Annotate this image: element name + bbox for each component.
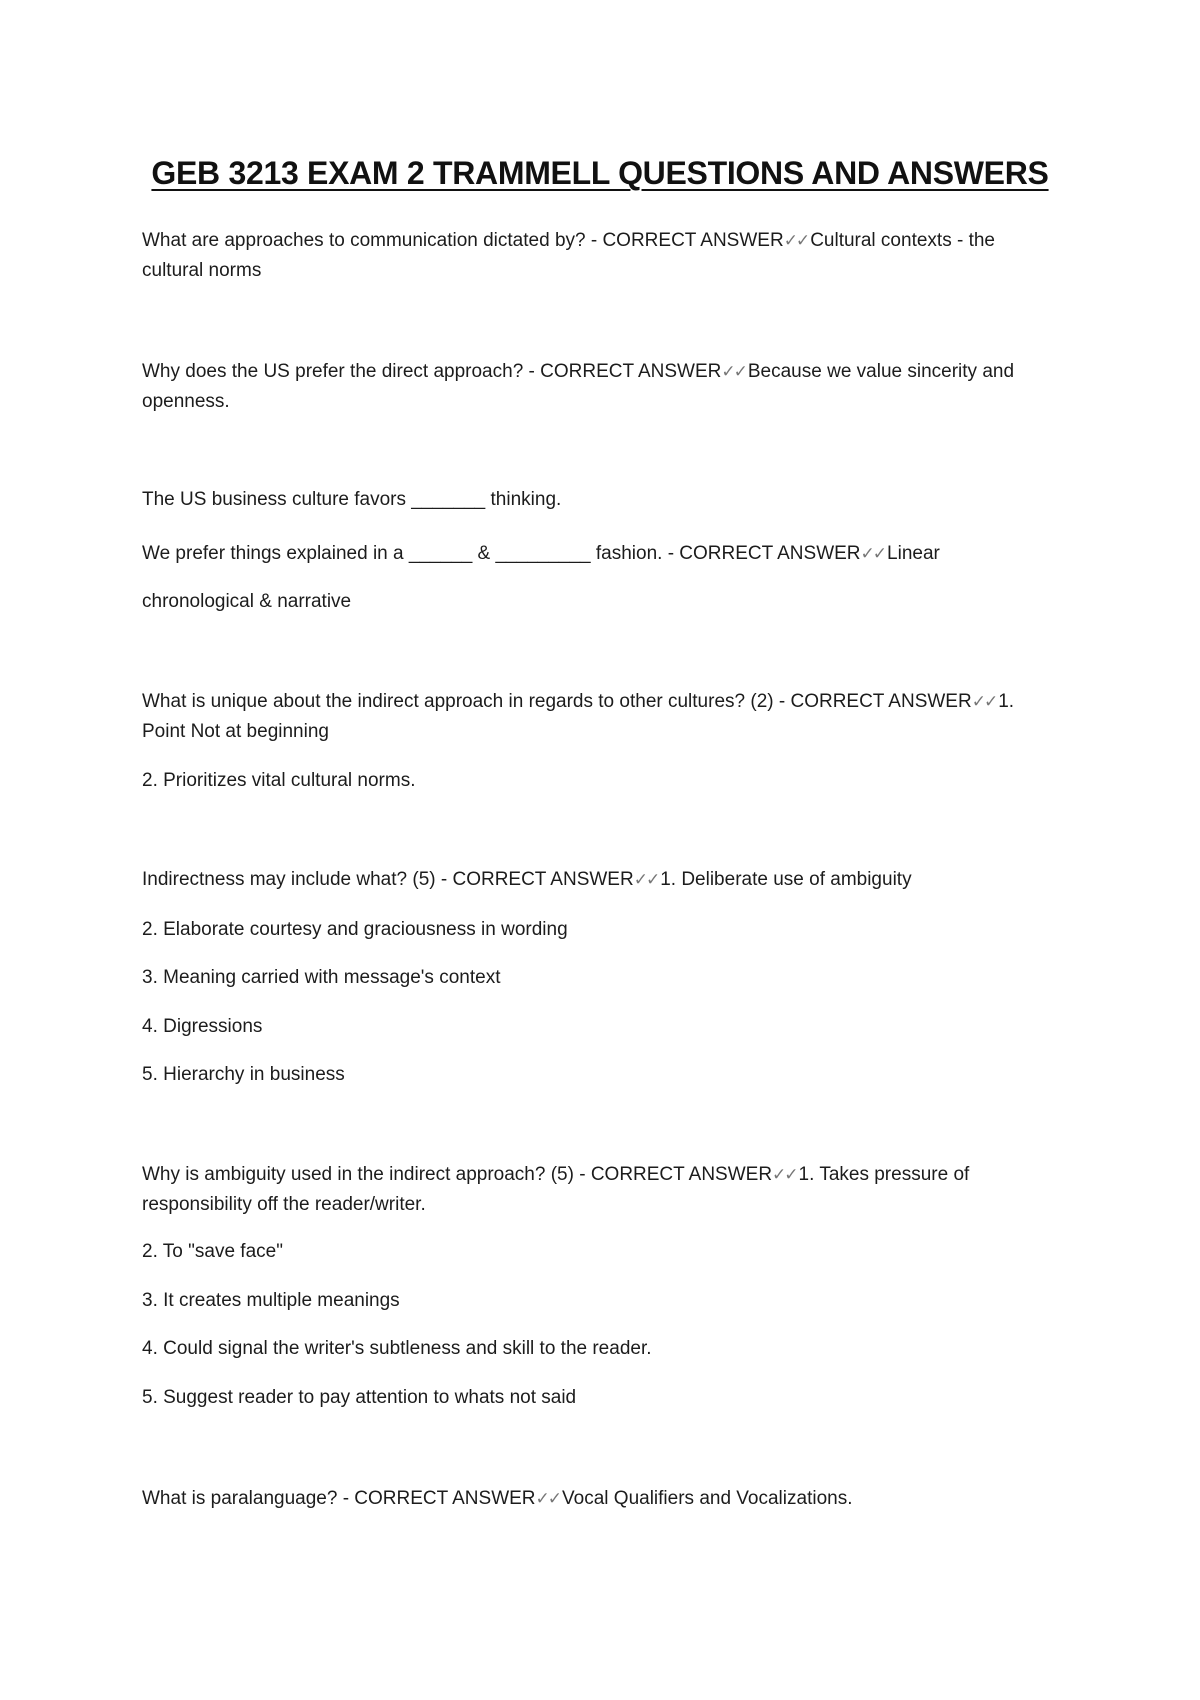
question-text: What is paralanguage? - CORRECT ANSWER (142, 1488, 536, 1509)
answer-line (142, 1383, 1062, 1413)
answer-text: 4. Could signal the writer's subtleness and skill to the reader. (142, 1338, 652, 1359)
checkmark-icon: ✓✓ (633, 870, 659, 889)
answer-line (142, 1190, 1062, 1220)
answer-text: responsibility off the reader/writer. (142, 1194, 426, 1215)
answer-line (142, 915, 1062, 945)
checkmark-icon: ✓✓ (721, 362, 746, 381)
answer-text: cultural norms (142, 260, 262, 281)
answer-text: 1. Deliberate use of ambiguity (660, 869, 912, 890)
answer-text: 4. Digressions (142, 1016, 263, 1037)
answer-text: 2. Elaborate courtesy and graciousness in wording (142, 919, 568, 940)
answer-line (142, 766, 1062, 796)
answer-text: openness. (142, 391, 230, 412)
checkmark-icon: ✓✓ (783, 231, 809, 250)
question-text: What is unique about the indirect approach in regards to other cultures? (2) - CORRECT ANSWER (142, 691, 972, 712)
answer-line (142, 1012, 1062, 1042)
question-text: Why is ambiguity used in the indirect approach? (5) - CORRECT ANSWER (142, 1164, 773, 1185)
question-line (142, 357, 1062, 387)
question-line (142, 687, 1062, 717)
answer-text: 1. Takes pressure of (798, 1164, 970, 1185)
answer-line (142, 387, 1062, 417)
answer-text: 2. To "save face" (142, 1241, 283, 1262)
answer-text: Linear (887, 543, 940, 564)
checkmark-icon: ✓✓ (535, 1489, 561, 1508)
answer-line (142, 717, 1062, 747)
question-text: What are approaches to communication dictated by? - CORRECT ANSWER (142, 230, 784, 251)
question-text: Why does the US prefer the direct approach? - CORRECT ANSWER (142, 361, 722, 382)
question-line (142, 226, 1062, 256)
answer-text: 3. It creates multiple meanings (142, 1290, 400, 1311)
answer-line (142, 1237, 1062, 1267)
answer-text: 1. (998, 691, 1015, 712)
answer-text: Point Not at beginning (142, 721, 329, 742)
checkmark-icon: ✓✓ (860, 544, 886, 563)
answer-line (142, 587, 1062, 617)
answer-text: 5. Suggest reader to pay attention to whats not said (142, 1387, 577, 1408)
checkmark-icon: ✓✓ (772, 1165, 797, 1184)
question-line (142, 485, 1062, 515)
answer-line (142, 1334, 1062, 1364)
answer-text: chronological & narrative (142, 591, 352, 612)
question-text: The US business culture favors _______ thinking. (142, 489, 562, 510)
question-line (142, 865, 1062, 895)
answer-text: Vocal Qualifiers and Vocalizations. (562, 1488, 853, 1509)
answer-text: Cultural contexts - the (810, 230, 995, 251)
question-text: Indirectness may include what? (5) - CORRECT ANSWER (142, 869, 634, 890)
answer-text: Because we value sincerity and (747, 361, 1015, 382)
document-title (0, 155, 1200, 192)
question-text: We prefer things explained in a ______ & _________ fashion. - CORRECT ANSWER (142, 543, 861, 564)
answer-text: 2. Prioritizes vital cultural norms. (142, 770, 416, 791)
answer-line (142, 963, 1062, 993)
answer-text: 3. Meaning carried with message's context (142, 967, 501, 988)
answer-line (142, 256, 1062, 286)
document-title-text: GEB 3213 EXAM 2 TRAMMELL QUESTIONS AND ANSWERS (151, 155, 1049, 191)
answer-line (142, 1060, 1062, 1090)
answer-line (142, 1286, 1062, 1316)
question-line (142, 1484, 1062, 1514)
question-line (142, 539, 1062, 569)
checkmark-icon: ✓✓ (971, 692, 997, 711)
answer-text: 5. Hierarchy in business (142, 1064, 345, 1085)
question-line (142, 1160, 1062, 1190)
